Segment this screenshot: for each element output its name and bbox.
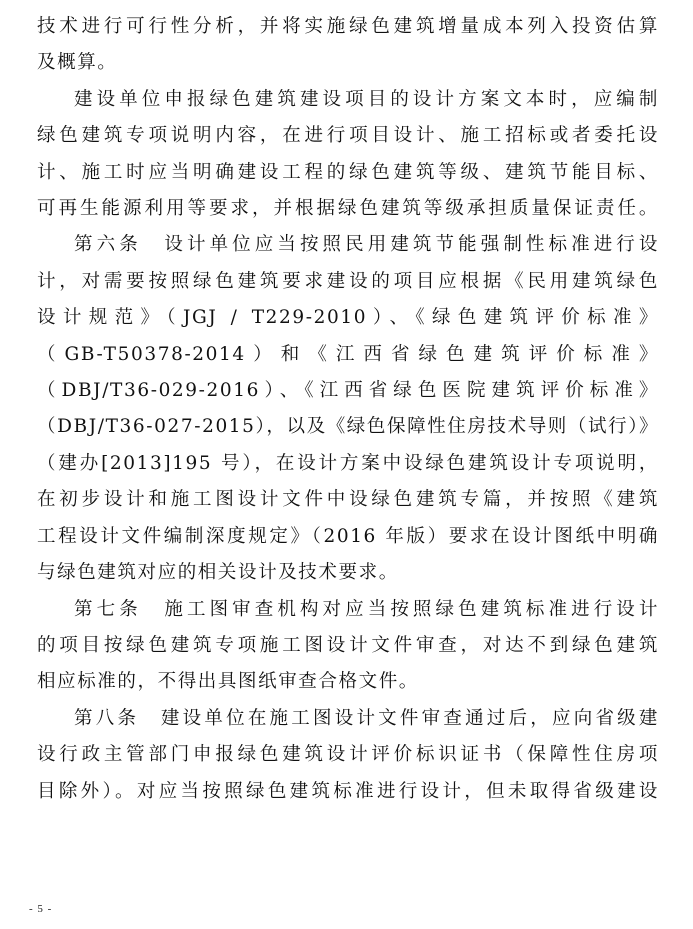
- text-line: （DBJ/T36-029-2016）、《江西省绿色医院建筑评价标准》: [37, 380, 659, 402]
- text-line: 工程设计文件编制深度规定》（2016 年版）要求在设计图纸中明确: [37, 525, 659, 547]
- text-line: 绿色建筑专项说明内容，在进行项目设计、施工招标或者委托设: [37, 125, 659, 147]
- text-line: 技术进行可行性分析，并将实施绿色建筑增量成本列入投资估算: [37, 16, 659, 37]
- text-line: （建办[2013]195 号），在设计方案中设绿色建筑设计专项说明，: [37, 452, 659, 474]
- text-line: 相应标准的，不得出具图纸审查合格文件。: [37, 671, 419, 693]
- page-number: - 5 -: [29, 903, 53, 915]
- text-line: （DBJ/T36-027-2015），以及《绿色保障性住房技术导则（试行）》: [37, 416, 660, 438]
- text-line: 在初步设计和施工图设计文件中设绿色建筑专篇，并按照《建筑: [37, 489, 659, 511]
- text-line: （GB-T50378-2014）和《江西省绿色建筑评价标准》: [37, 343, 659, 365]
- text-line: 可再生能源利用等要求，并根据绿色建筑等级承担质量保证责任。: [37, 198, 659, 220]
- text-line: 建设单位申报绿色建筑建设项目的设计方案文本时，应编制: [74, 88, 659, 110]
- text-line: 的项目按绿色建筑专项施工图设计文件审查，对达不到绿色建筑: [37, 634, 659, 656]
- text-line: 计，对需要按照绿色建筑要求建设的项目应根据《民用建筑绿色: [37, 270, 659, 292]
- text-line: 与绿色建筑对应的相关设计及技术要求。: [37, 562, 399, 584]
- text-line: 设行政主管部门申报绿色建筑设计评价标识证书（保障性住房项: [37, 744, 659, 766]
- body-text: [37, 9, 659, 810]
- text-line: 第六条 设计单位应当按照民用建筑节能强制性标准进行设: [74, 234, 659, 256]
- text-line: 计、施工时应当明确建设工程的绿色建筑等级、建筑节能目标、: [37, 161, 659, 183]
- text-line: 目除外）。对应当按照绿色建筑标准进行设计，但未取得省级建设: [37, 780, 659, 802]
- text-line: 第八条 建设单位在施工图设计文件审查通过后，应向省级建: [74, 707, 659, 729]
- text-line: 第七条 施工图审查机构对应当按照绿色建筑标准进行设计: [74, 598, 659, 620]
- text-line: 及概算。: [37, 52, 118, 74]
- text-line: 设计规范》（JGJ / T229-2010）、《绿色建筑评价标准》: [37, 307, 659, 329]
